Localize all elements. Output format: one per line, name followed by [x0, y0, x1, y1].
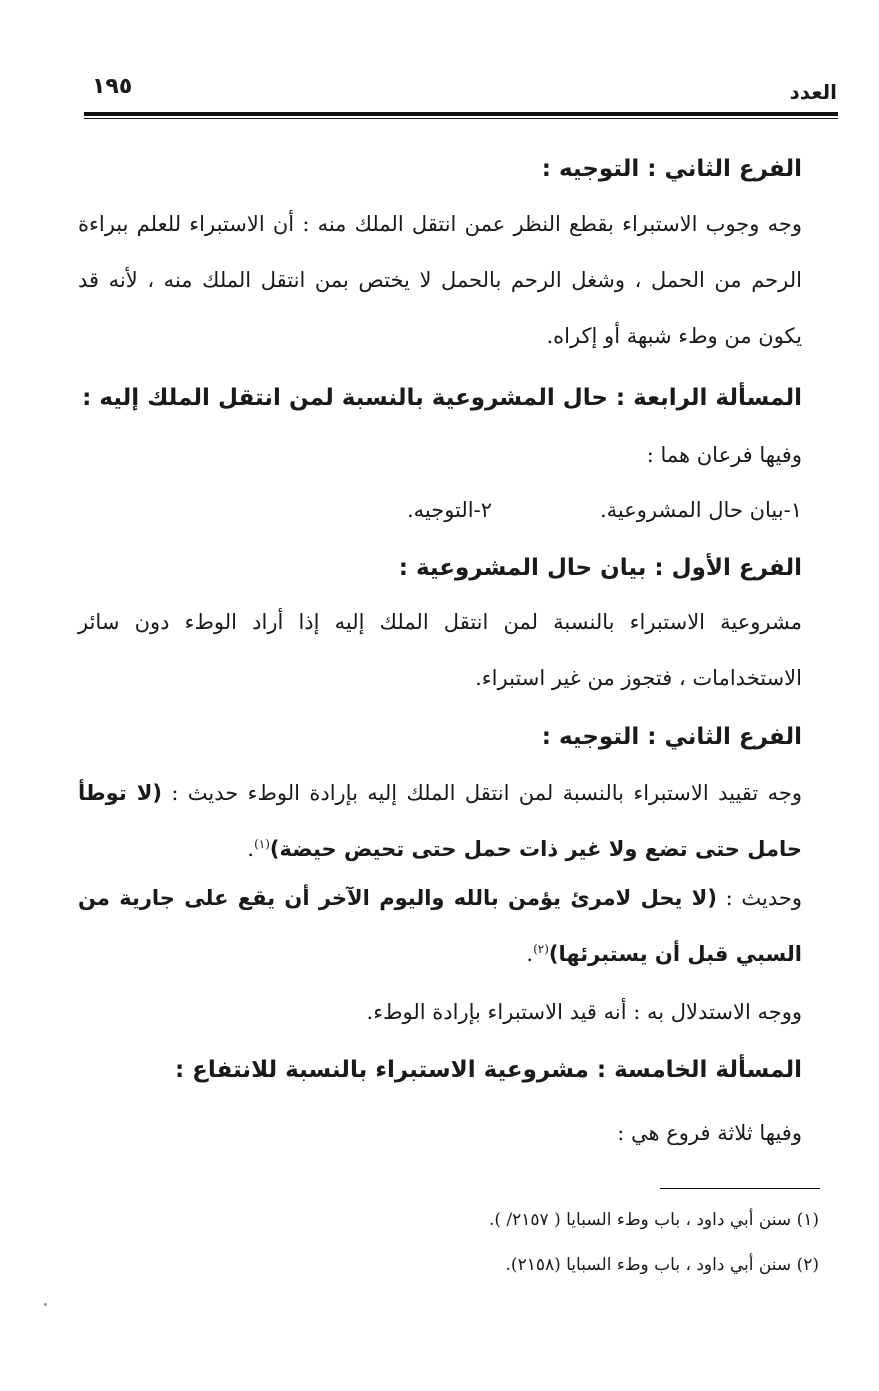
section-heading: الفرع الأول : بيان حال المشروعية :	[398, 555, 802, 581]
paragraph-text: وحديث :	[725, 886, 802, 910]
paragraph-end: .	[247, 837, 255, 861]
section-heading: الفرع الثاني : التوجيه :	[541, 724, 802, 750]
paragraph: ووجه الاستدلال به : أنه قيد الاستبراء بإرادة الوطء.	[366, 1000, 802, 1024]
paragraph	[78, 870, 802, 982]
header-rule-thin	[84, 118, 838, 119]
footnote-ref[interactable]: (١)	[254, 837, 270, 851]
paragraph: مشروعية الاستبراء بالنسبة لمن انتقل الملك إليه إذا أراد الوطء دون سائر الاستخدامات ، فتجوز من غير استبراء.	[78, 610, 802, 690]
page-number: ١٩٥	[92, 74, 133, 99]
header-rule	[84, 112, 838, 116]
paragraph-text: وجه تقييد الاستبراء بالنسبة لمن انتقل الملك إليه بإرادة الوطء حديث :	[171, 781, 802, 805]
running-header	[92, 66, 837, 106]
paragraph: وجه وجوب الاستبراء بقطع النظر عمن انتقل الملك منه : أن الاستبراء للعلم ببراءة الرحم من الحمل ، وشغل الرحم بالحمل لا يختص بمن انتقل الملك منه ، لأنه قد يكون من وطء شبهة أو إكراه.	[78, 212, 802, 348]
paragraph: وفيها ثلاثة فروع هي :	[617, 1121, 802, 1145]
list-item: ١-بيان حال المشروعية.	[599, 498, 802, 522]
section-heading: المسألة الرابعة : حال المشروعية بالنسبة لمن انتقل الملك إليه :	[82, 385, 802, 411]
hadith-quote: (لا توطأ حامل حتى تضع ولا غير ذات حمل حتى تحيض حيضة)	[78, 781, 802, 861]
footnote: (٢) سنن أبي داود ، باب وطء السبايا (٢١٥٨).	[505, 1255, 819, 1275]
footnote-rule	[660, 1188, 820, 1189]
section-heading: الفرع الثاني : التوجيه :	[541, 156, 802, 182]
list-item: ٢-التوجيه.	[406, 498, 492, 522]
scan-speck	[44, 1303, 47, 1306]
paragraph	[78, 765, 802, 877]
paragraph-end: .	[526, 942, 534, 966]
running-title: العدد	[789, 80, 837, 104]
hadith-quote: (لا يحل لامرئ يؤمن بالله واليوم الآخر أن يقع على جارية من السبي قبل أن يستبرئها)	[78, 886, 802, 966]
footnote: (١) سنن أبي داود ، باب وطء السبايا ( ٢١٥٧/ ).	[488, 1210, 819, 1230]
footnote-ref[interactable]: (٢)	[533, 942, 549, 956]
section-heading: المسألة الخامسة : مشروعية الاستبراء بالنسبة للانتفاع :	[174, 1057, 802, 1083]
paragraph: وفيها فرعان هما :	[646, 443, 802, 467]
